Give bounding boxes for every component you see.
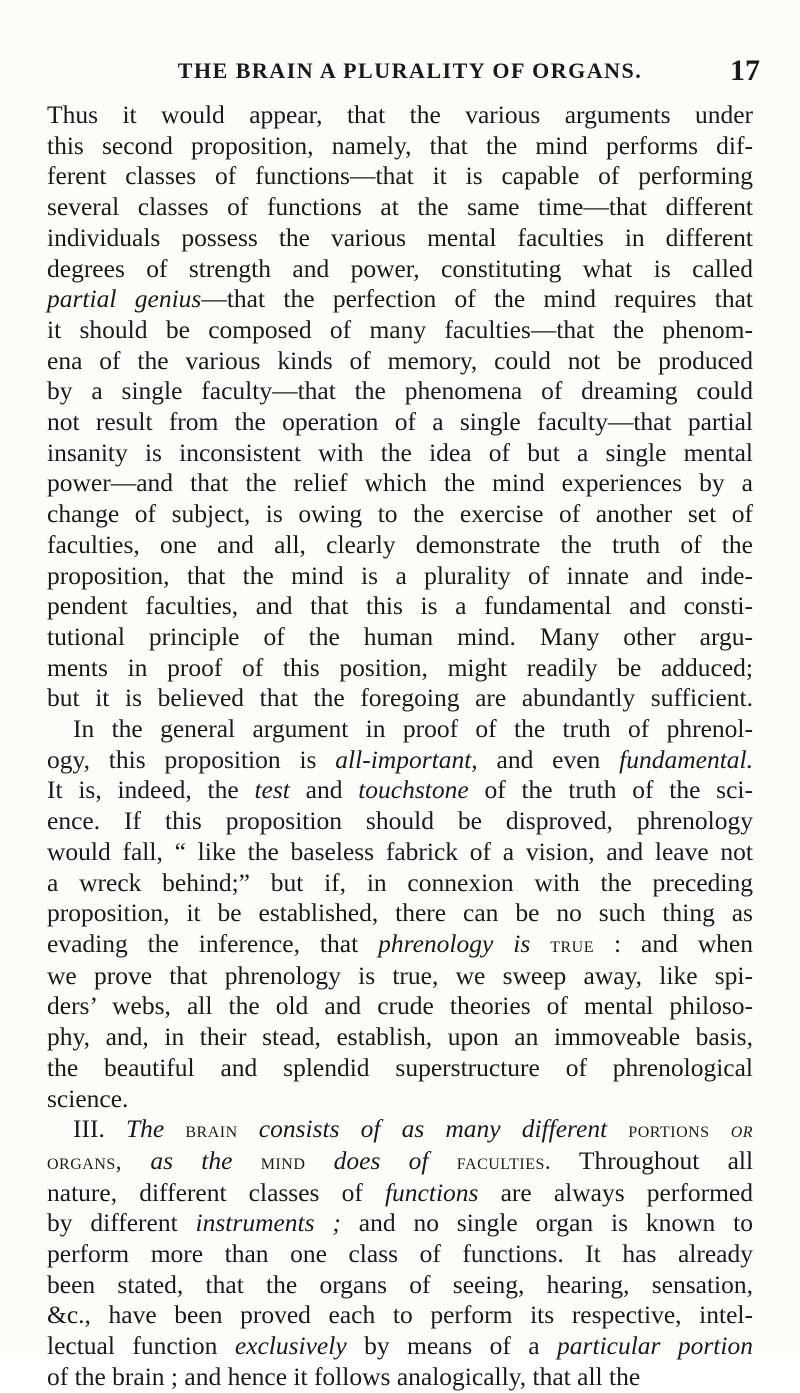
text-line xyxy=(47,1239,753,1270)
text-span xyxy=(305,1146,333,1175)
page-number: 17 xyxy=(730,54,760,87)
styled-text: consists of as many different xyxy=(258,1114,608,1144)
text-span: this second proposition, namely, that the mind performs dif- xyxy=(47,130,753,160)
text-span: would fall, “ like the baseless fabrick of a vision, and leave not xyxy=(47,836,753,866)
text-line xyxy=(47,1114,753,1146)
text-line xyxy=(47,1022,753,1053)
text-line xyxy=(47,745,753,776)
text-span: ders’ webs, all the old and crude theories of mental philoso- xyxy=(47,991,753,1021)
text-line xyxy=(47,284,753,315)
text-span: perform more than one class of functions. It has already xyxy=(47,1239,753,1269)
text-line xyxy=(47,991,753,1022)
styled-text: mind xyxy=(260,1148,306,1174)
text-line xyxy=(47,806,753,837)
text-line xyxy=(47,1146,753,1178)
styled-text: functions xyxy=(384,1177,479,1207)
text-span: lectual function xyxy=(47,1331,235,1361)
text-span: degrees of strength and power, constituting what is called xyxy=(47,253,753,283)
styled-text: portions xyxy=(628,1117,710,1143)
text-line xyxy=(47,254,753,285)
text-line xyxy=(47,1300,753,1331)
styled-text: exclusively xyxy=(234,1331,347,1361)
text-span: ena of the various kinds of memory, could not be produced xyxy=(47,345,753,375)
text-span: are always performed xyxy=(478,1177,753,1207)
text-span: individuals possess the various mental faculties in different xyxy=(47,222,753,252)
text-span: ogy, this proposition is xyxy=(47,744,336,774)
text-span: insanity is inconsistent with the idea of but a single mental xyxy=(47,437,753,467)
text-span: Thus it would appear, that the various arguments under xyxy=(47,100,753,129)
text-line xyxy=(47,161,753,192)
running-title: THE BRAIN A PLURALITY OF ORGANS. xyxy=(177,58,643,83)
styled-text: as the xyxy=(150,1145,233,1175)
text-line xyxy=(47,530,753,561)
text-line xyxy=(47,499,753,530)
text-span: proposition, that the mind is a plurality of innate and inde- xyxy=(47,560,753,590)
text-line xyxy=(47,714,753,745)
text-span: of the brain ; and hence it follows analogically, that all the xyxy=(47,1361,641,1391)
text-span: by a single faculty—that the phenomena of dreaming could xyxy=(47,376,753,406)
text-line xyxy=(47,622,753,653)
text-span: science. xyxy=(47,1083,129,1113)
text-line xyxy=(47,929,753,961)
text-line xyxy=(47,1331,753,1362)
text-line xyxy=(47,407,753,438)
styled-text: all-important, xyxy=(335,744,478,774)
text-span: of the truth of the sci- xyxy=(468,775,753,805)
body-text xyxy=(47,100,753,1393)
text-span xyxy=(238,1114,259,1143)
text-line xyxy=(47,1270,753,1301)
text-span: proposition, it be established, there can be no such thing as xyxy=(47,898,753,928)
text-line xyxy=(47,591,753,622)
text-line xyxy=(47,837,753,868)
text-line xyxy=(47,1053,753,1084)
text-span: been stated, that the organs of seeing, hearing, sensation, xyxy=(47,1269,753,1299)
text-span: several classes of functions at the same time—that different xyxy=(47,192,753,222)
text-line xyxy=(47,653,753,684)
text-span: III. xyxy=(73,1114,126,1144)
text-span: the beautiful and splendid superstructure of phrenological xyxy=(47,1052,753,1082)
styled-text: instruments ; xyxy=(195,1208,341,1238)
text-span: pendent faculties, and that this is a fundamental and consti- xyxy=(47,591,753,621)
text-line xyxy=(47,1178,753,1209)
text-line xyxy=(47,1208,753,1239)
text-span xyxy=(530,929,550,958)
text-span: evading the inference, that xyxy=(47,928,379,958)
text-line xyxy=(47,346,753,377)
text-span xyxy=(232,1146,260,1175)
text-line xyxy=(47,131,753,162)
running-head xyxy=(60,54,760,94)
text-span: by means of a xyxy=(346,1331,558,1361)
text-line xyxy=(47,898,753,929)
text-span xyxy=(429,1146,457,1175)
styled-text: partial genius xyxy=(47,284,202,314)
text-span: and no single organ is known to xyxy=(340,1208,753,1238)
text-line xyxy=(47,561,753,592)
text-line xyxy=(47,100,753,131)
text-span: : and when xyxy=(594,928,753,958)
styled-text: or xyxy=(730,1117,754,1143)
text-span: we prove that phrenology is true, we sweep away, like spi- xyxy=(47,960,753,990)
text-span: ence. If this proposition should be disproved, phrenology xyxy=(47,806,753,836)
text-line xyxy=(47,1362,753,1393)
text-span: nature, different classes of xyxy=(47,1177,385,1207)
text-line xyxy=(47,775,753,806)
text-span xyxy=(710,1114,731,1143)
text-span: ments in proof of this position, might readily be adduced; xyxy=(47,652,753,682)
text-line xyxy=(47,223,753,254)
text-line xyxy=(47,1084,753,1115)
text-span: &c., have been proved each to perform its respective, intel- xyxy=(47,1300,753,1330)
text-line xyxy=(47,468,753,499)
text-span: but it is believed that the foregoing are abundantly sufficient. xyxy=(47,683,753,713)
styled-text: true xyxy=(550,931,595,957)
text-span xyxy=(164,1114,185,1143)
styled-text: touchstone xyxy=(358,775,469,805)
text-span: ferent classes of functions—that it is capable of performing xyxy=(47,161,753,191)
text-span: a wreck behind;” but if, in connexion with the preceding xyxy=(47,867,753,897)
styled-text: The xyxy=(125,1114,165,1144)
text-span: faculties, one and all, clearly demonstrate the truth of the xyxy=(47,529,753,559)
text-line xyxy=(47,438,753,469)
text-line xyxy=(47,683,753,714)
styled-text: faculties. xyxy=(456,1148,552,1174)
text-span: and even xyxy=(477,744,620,774)
text-line xyxy=(47,192,753,223)
text-line xyxy=(47,868,753,899)
text-span: —that the perfection of the mind requires that xyxy=(201,284,753,314)
text-span xyxy=(122,1146,150,1175)
styled-text: does of xyxy=(333,1145,429,1175)
text-span: phy, and, in their stead, establish, upon an immoveable basis, xyxy=(47,1022,753,1052)
styled-text: brain xyxy=(185,1117,238,1143)
text-span: change of subject, is owing to the exercise of another set of xyxy=(47,499,753,529)
text-span: by different xyxy=(47,1208,196,1238)
styled-text: particular portion xyxy=(557,1331,753,1361)
text-span: not result from the operation of a single faculty—that partial xyxy=(47,407,753,437)
text-span xyxy=(607,1114,628,1143)
styled-text: organs, xyxy=(47,1148,123,1174)
styled-text: fundamental. xyxy=(619,744,753,774)
text-line xyxy=(47,961,753,992)
text-span: and xyxy=(289,775,359,805)
text-span: tutional principle of the human mind. Many other argu- xyxy=(47,621,753,651)
text-span: It is, indeed, the xyxy=(47,775,255,805)
text-span: it should be composed of many faculties—that the phenom- xyxy=(47,314,753,344)
text-span: In the general argument in proof of the truth of phrenol- xyxy=(73,714,753,744)
text-line xyxy=(47,376,753,407)
text-span: Throughout all xyxy=(551,1145,754,1175)
styled-text: test xyxy=(254,775,290,805)
styled-text: phrenology is xyxy=(378,928,531,958)
text-span: power—and that the relief which the mind experiences by a xyxy=(47,468,753,498)
text-line xyxy=(47,315,753,346)
